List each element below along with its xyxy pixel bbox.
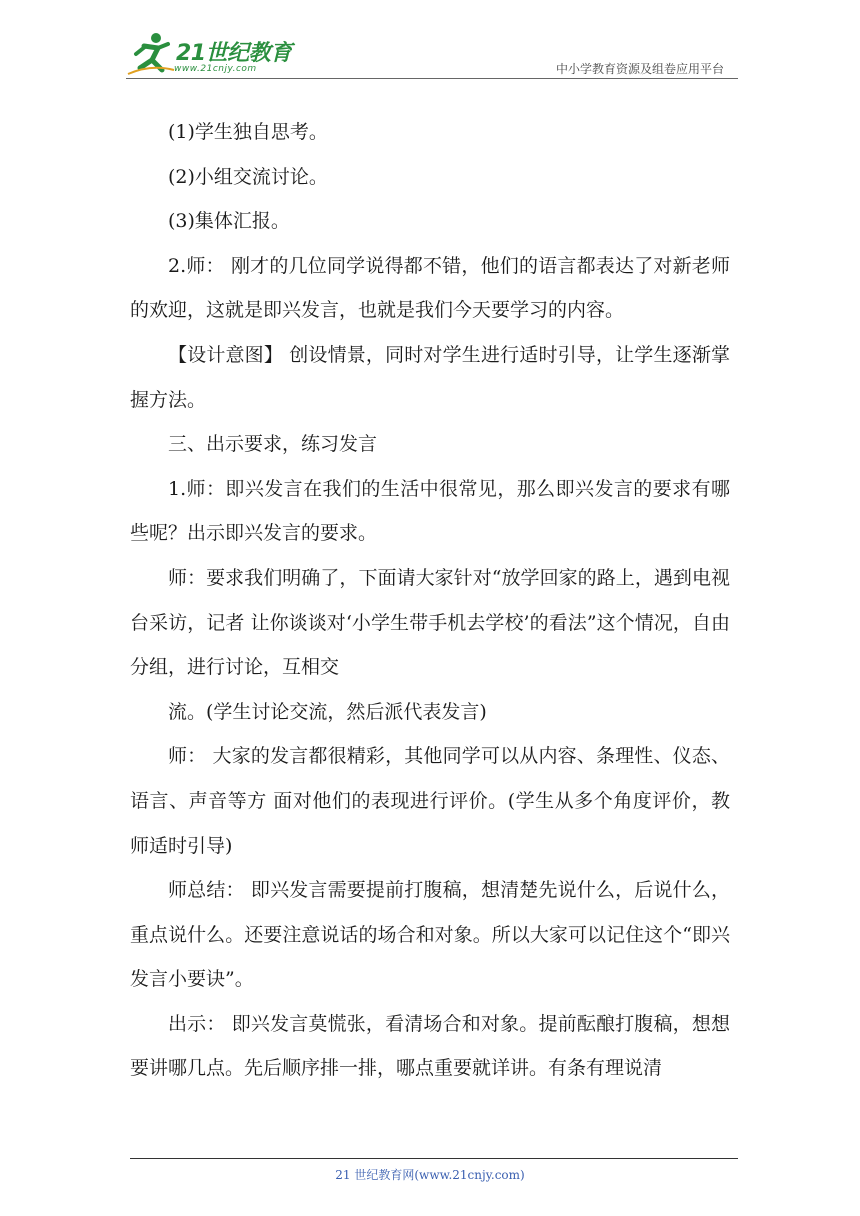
footer-divider [130, 1158, 738, 1159]
paragraph: 2.师： 刚才的几位同学说得都不错，他们的语言都表达了对新老师的欢迎，这就是即兴发言，也就是我们今天要学习的内容。 [130, 254, 730, 322]
logo-text: 21世纪教育 [176, 41, 292, 66]
paragraph: (1)学生独自思考。 [168, 121, 328, 143]
logo-url: www.21cnjy.com [174, 64, 257, 74]
logo [126, 30, 296, 80]
paragraph: 【设计意图】 创设情景，同时对学生进行适时引导，让学生逐渐掌握方法。 [130, 343, 730, 411]
paragraph: 师： 大家的发言都很精彩，其他同学可以从内容、条理性、仪态、语言、声音等方 面对他们的表现进行评价。(学生从多个角度评价，教师适时引导) [130, 745, 730, 857]
section-heading: 三、出示要求，练习发言 [168, 433, 378, 456]
paragraph: (3)集体汇报。 [168, 210, 290, 233]
paragraph: 1.师：即兴发言在我们的生活中很常见，那么即兴发言的要求有哪些呢？出示即兴发言的要求。 [130, 477, 730, 545]
header-divider [126, 78, 738, 79]
runner-logo-icon [126, 30, 176, 78]
paragraph: 师总结： 即兴发言需要提前打腹稿，想清楚先说什么，后说什么，重点说什么。还要注意说话的场合和对象。所以大家可以记住这个“即兴发言小要诀”。 [130, 879, 730, 991]
page-header [0, 0, 860, 90]
document-body [130, 110, 730, 1091]
footer-text: 21 世纪教育网(www.21cnjy.com) [335, 1168, 525, 1182]
paragraph: 流。(学生讨论交流，然后派代表发言) [168, 700, 487, 723]
paragraph: (2)小组交流讨论。 [168, 165, 328, 188]
paragraph: 出示： 即兴发言莫慌张，看清场合和对象。提前酝酿打腹稿，想想要讲哪几点。先后顺序排一排，哪点重要就详讲。有条有理说清 [130, 1012, 730, 1080]
header-platform-name: 中小学教育资源及组卷应用平台 [555, 62, 724, 76]
paragraph: 师：要求我们明确了，下面请大家针对“放学回家的路上，遇到电视台采访，记者 让你谈谈对‘小学生带手机去学校’的看法”这个情况，自由分组，进行讨论，互相交 [130, 566, 730, 679]
